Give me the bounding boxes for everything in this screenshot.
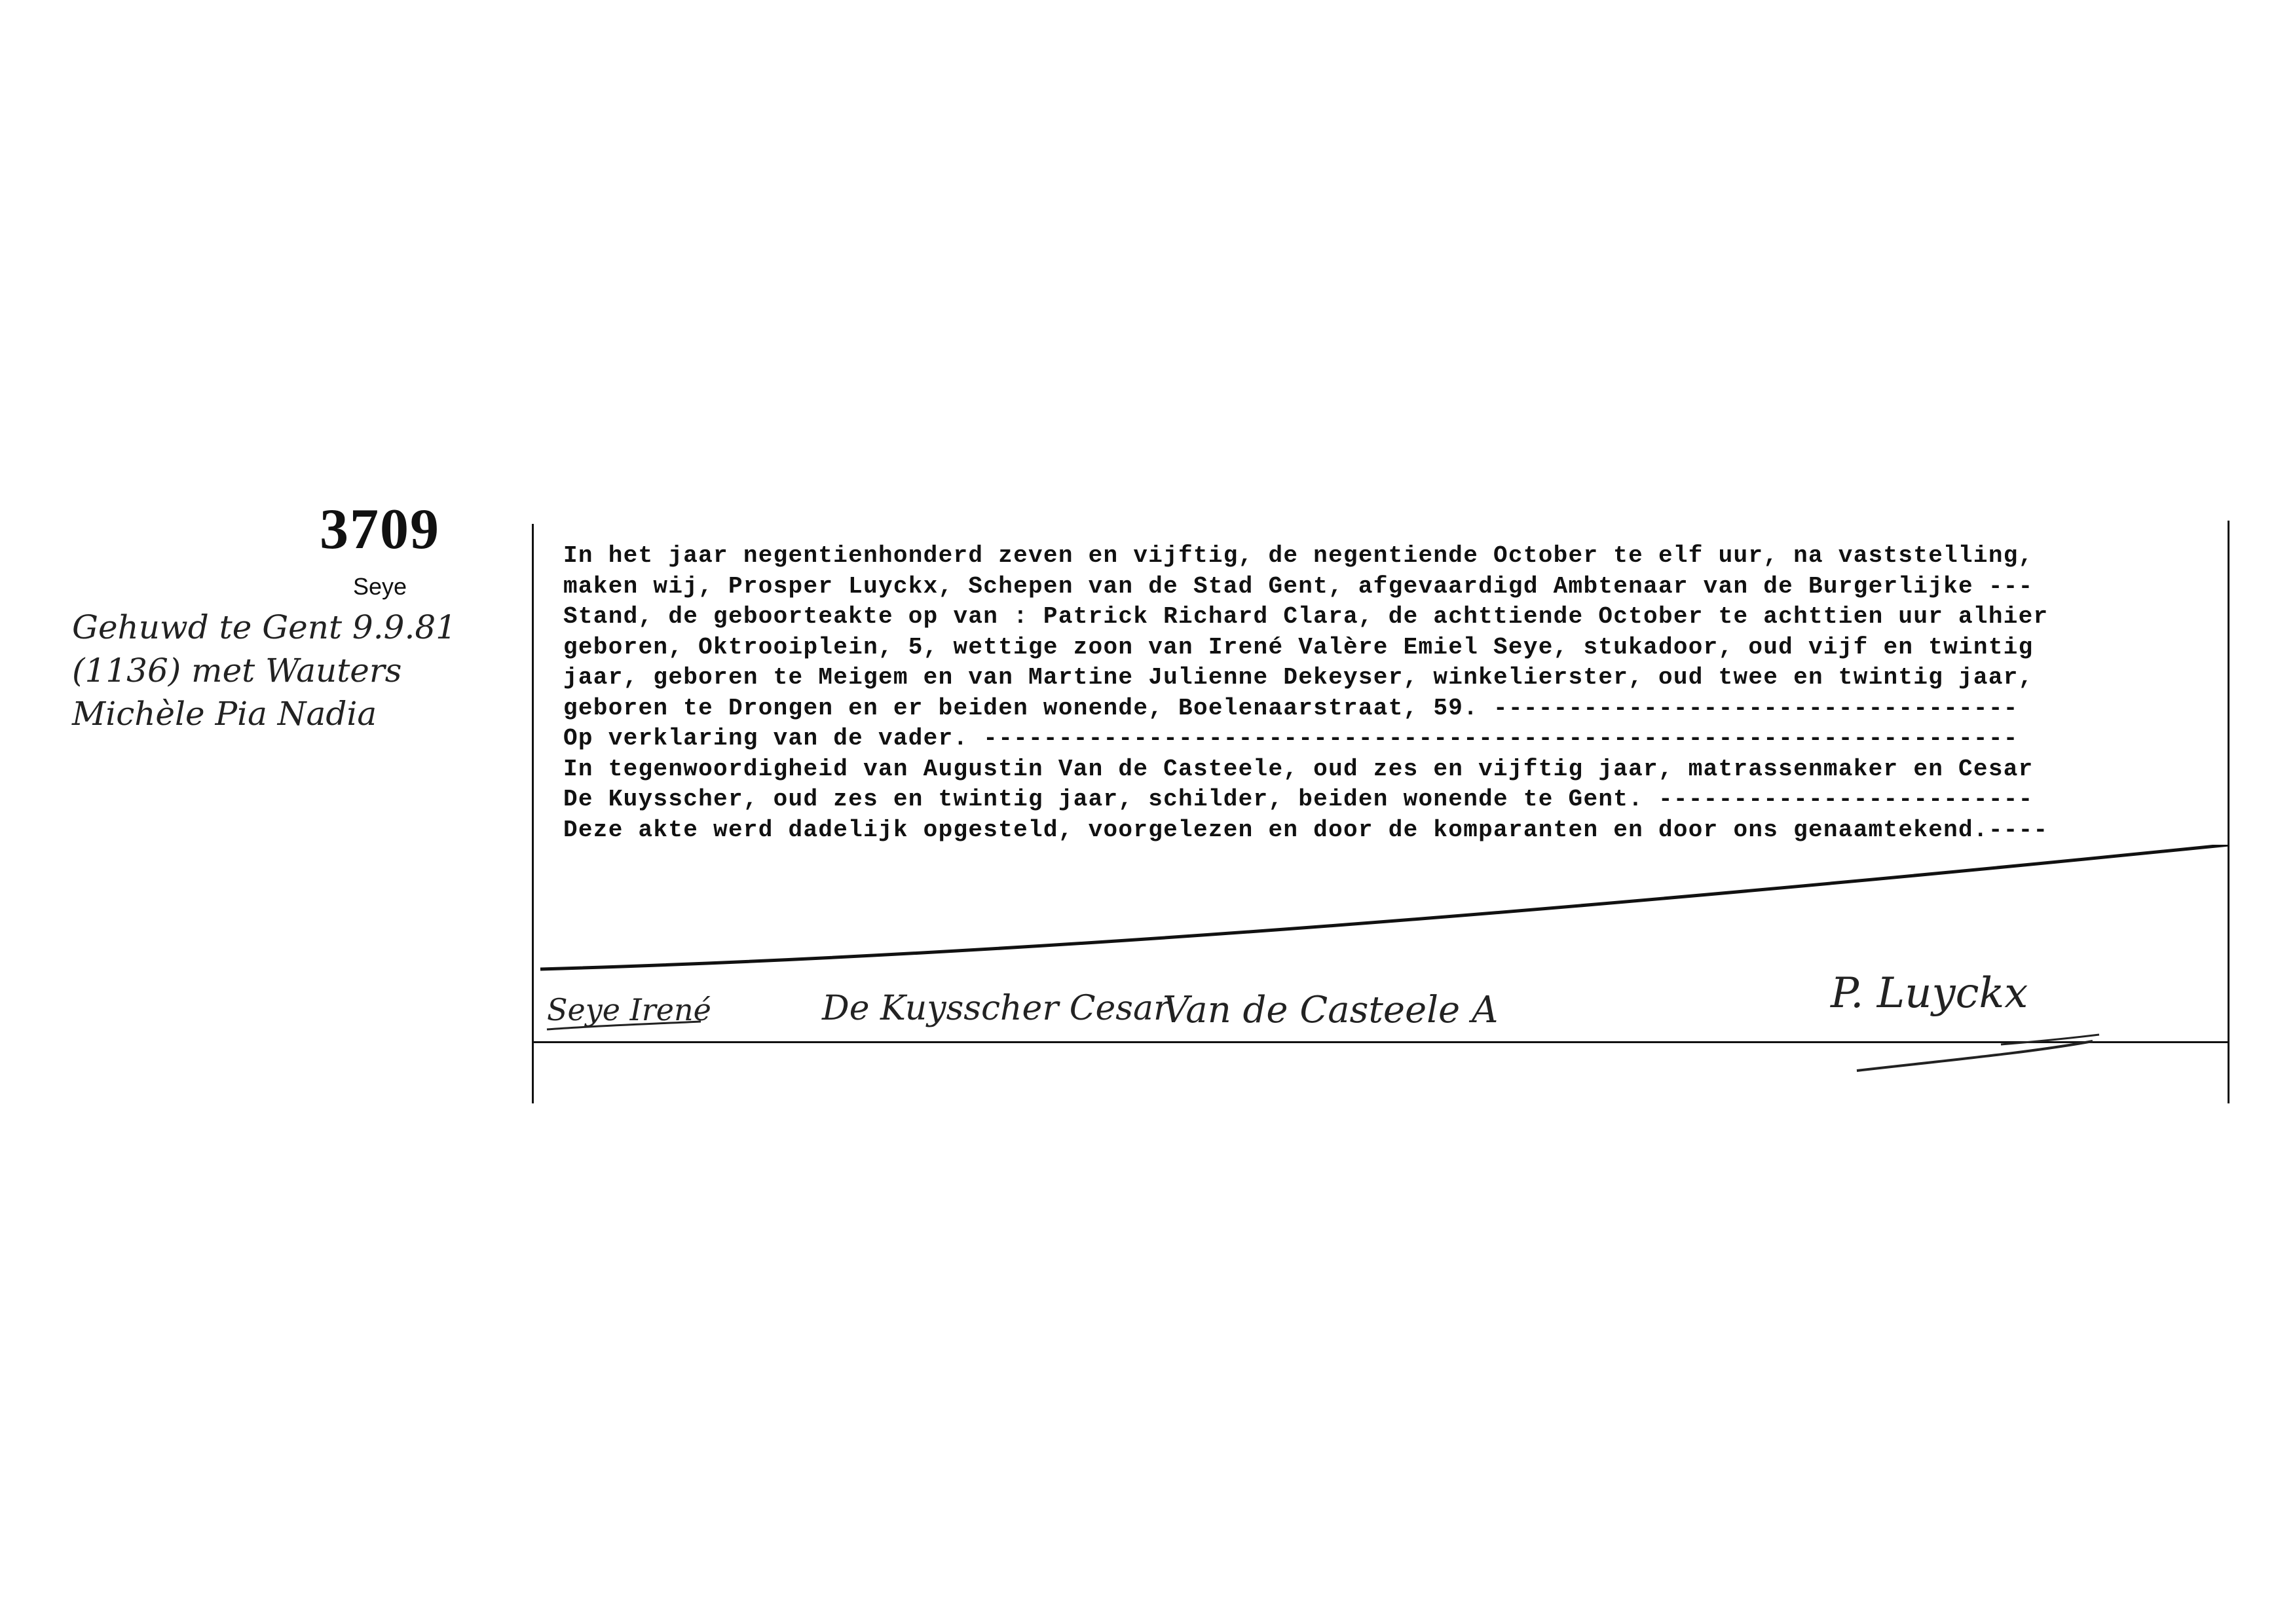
- text-line: Stand, de geboorteakte op van : Patrick Richard Clara, de achttiende October te achttien uur alhier: [563, 603, 2049, 630]
- text-line: De Kuysscher, oud zes en twintig jaar, schilder, beiden wonende te Gent. -------------------------: [563, 786, 2034, 813]
- text-line: In tegenwoordigheid van Augustin Van de Casteele, oud zes en vijftig jaar, matrassenmaker en Cesar: [563, 755, 2034, 783]
- margin-surname: Seye: [352, 573, 407, 600]
- note-line: Gehuwd te Gent 9.9.81: [72, 608, 457, 646]
- note-line: Michèle Pia Nadia: [72, 695, 377, 733]
- handwritten-marriage-note: [72, 606, 531, 735]
- signature-father: Seye Irené: [547, 992, 711, 1027]
- act-number: 3709: [320, 498, 440, 561]
- signature-witness-2: Van de Casteele A: [1163, 989, 1499, 1031]
- text-line: In het jaar negentienhonderd zeven en vijftig, de negentiende October te elf uur, na vaststelling,: [563, 542, 2034, 569]
- birth-certificate-text: [563, 541, 2224, 845]
- signature-flourish: [1857, 1041, 2093, 1071]
- text-line: geboren te Drongen en er beiden wonende, Boelenaarstraat, 59. -----------------------------------: [563, 694, 2019, 722]
- text-line: jaar, geboren te Meigem en van Martine Julienne Dekeyser, winkelierster, oud twee en twintig jaar,: [563, 664, 2034, 691]
- signature-witness-1: De Kuysscher Cesar: [822, 989, 1170, 1028]
- text-line: maken wij, Prosper Luyckx, Schepen van de Stad Gent, afgevaardigd Ambtenaar van de Burgerlijke ---: [563, 572, 2034, 600]
- text-line: Deze akte werd dadelijk opgesteld, voorgelezen en door de komparanten en door ons genaamtekend.----: [563, 816, 2049, 843]
- signature-block: [534, 845, 2230, 1120]
- signature-official: P. Luyckx: [1831, 969, 2028, 1018]
- text-line: geboren, Oktrooiplein, 5, wettige zoon van Irené Valère Emiel Seye, stukadoor, oud vijf en twintig: [563, 633, 2034, 661]
- note-line: (1136) met Wauters: [72, 652, 402, 690]
- text-line: Op verklaring van de vader. ---------------------------------------------------------------------: [563, 725, 2019, 752]
- closing-diagonal-stroke: [540, 845, 2229, 969]
